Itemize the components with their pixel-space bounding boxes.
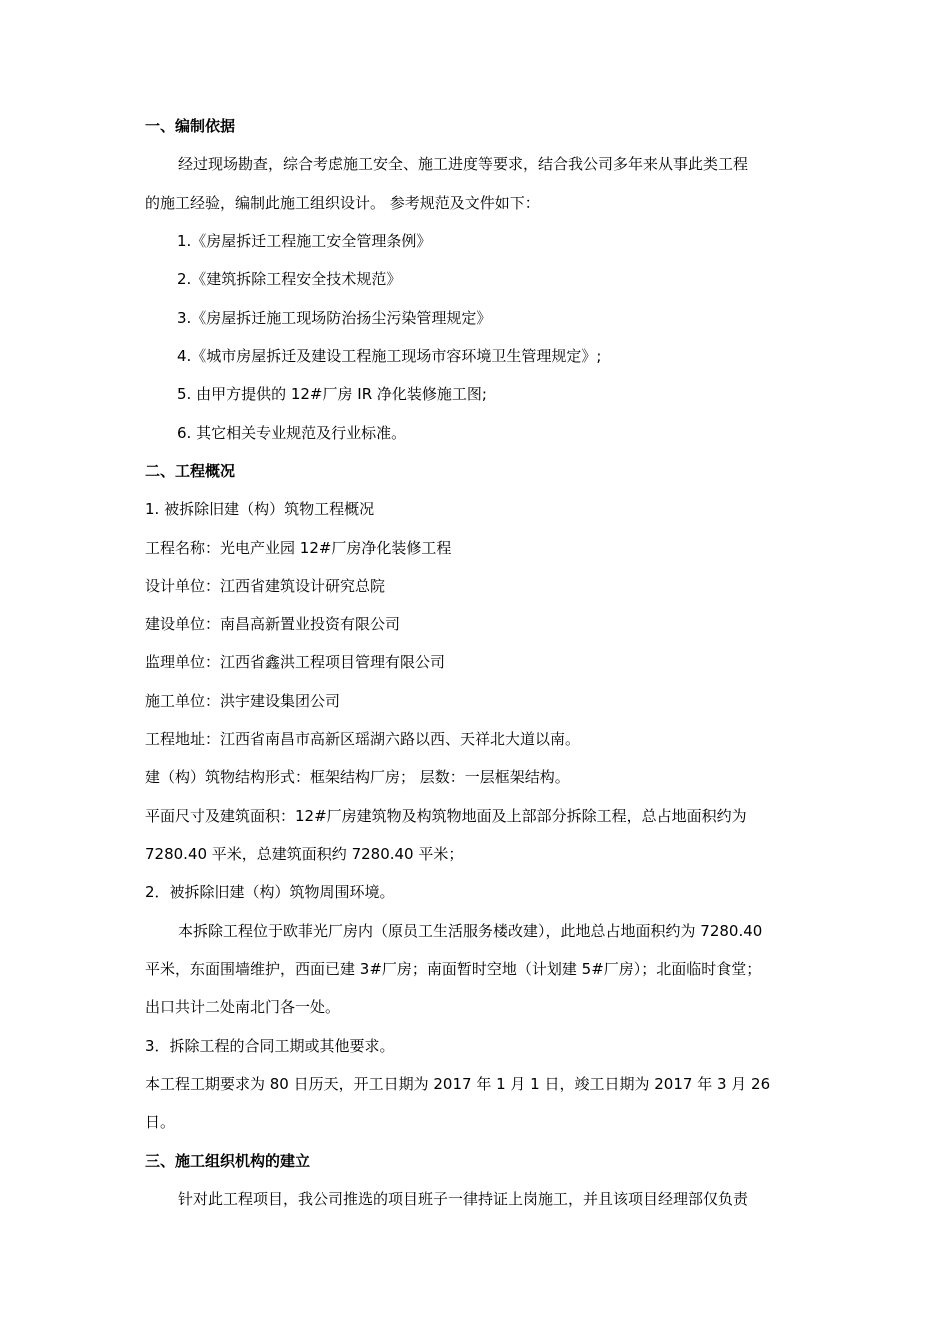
reference-item-6: 6. 其它相关专业规范及行业标准。	[177, 424, 407, 442]
reference-item-5: 5. 由甲方提供的 12#厂房 IR 净化装修施工图;	[177, 385, 487, 403]
paragraph-line: 针对此工程项目，我公司推选的项目班子一律持证上岗施工，并且该项目经理部仅负责	[178, 1190, 749, 1208]
build-unit: 建设单位：南昌高新置业投资有限公司	[145, 615, 401, 633]
reference-item-3: 3.《房屋拆迁施工现场防治扬尘污染管理规定》	[177, 309, 492, 327]
area-line: 7280.40 平米，总建筑面积约 7280.40 平米；	[145, 845, 464, 863]
paragraph-line: 的施工经验，编制此施工组织设计。 参考规范及文件如下：	[145, 194, 540, 212]
section-heading-1: 一、编制依据	[145, 117, 236, 135]
area-line: 平面尺寸及建筑面积：12#厂房建筑物及构筑物地面及上部部分拆除工程，总占地面积约为	[145, 807, 747, 825]
subsection-heading: 2．被拆除旧建（构）筑物周围环境。	[145, 883, 395, 901]
section-heading-3: 三、施工组织机构的建立	[145, 1152, 311, 1170]
paragraph-line: 经过现场勘查，综合考虑施工安全、施工进度等要求，结合我公司多年来从事此类工程	[178, 155, 749, 173]
environment-line: 本拆除工程位于欧菲光厂房内（原员工生活服务楼改建），此地总占地面积约为 7280.40	[178, 922, 763, 940]
reference-item-2: 2.《建筑拆除工程安全技术规范》	[177, 270, 402, 288]
section-heading-2: 二、工程概况	[145, 462, 236, 480]
project-address: 工程地址：江西省南昌市高新区瑶湖六路以西、天祥北大道以南。	[145, 730, 581, 748]
reference-item-4: 4.《城市房屋拆迁及建设工程施工现场市容环境卫生管理规定》;	[177, 347, 602, 365]
subsection-heading: 3．拆除工程的合同工期或其他要求。	[145, 1037, 395, 1055]
period-line: 本工程工期要求为 80 日历天，开工日期为 2017 年 1 月 1 日，竣工日期为 2017 年 3 月 26	[145, 1075, 771, 1093]
supervision-unit: 监理单位：江西省鑫洪工程项目管理有限公司	[145, 653, 446, 671]
environment-line: 平米，东面围墙维护，西面已建 3#厂房；南面暂时空地（计划建 5#厂房）；北面临时食堂；	[145, 960, 762, 978]
subsection-heading: 1. 被拆除旧建（构）筑物工程概况	[145, 500, 375, 518]
structure-form: 建（构）筑物结构形式：框架结构厂房； 层数：一层框架结构。	[145, 768, 570, 786]
period-line: 日。	[145, 1113, 176, 1131]
project-name: 工程名称：光电产业园 12#厂房净化装修工程	[145, 539, 452, 557]
design-unit: 设计单位：江西省建筑设计研究总院	[145, 577, 386, 595]
environment-line: 出口共计二处南北门各一处。	[145, 998, 341, 1016]
construction-unit: 施工单位：洪宇建设集团公司	[145, 692, 341, 710]
reference-item-1: 1.《房屋拆迁工程施工安全管理条例》	[177, 232, 432, 250]
